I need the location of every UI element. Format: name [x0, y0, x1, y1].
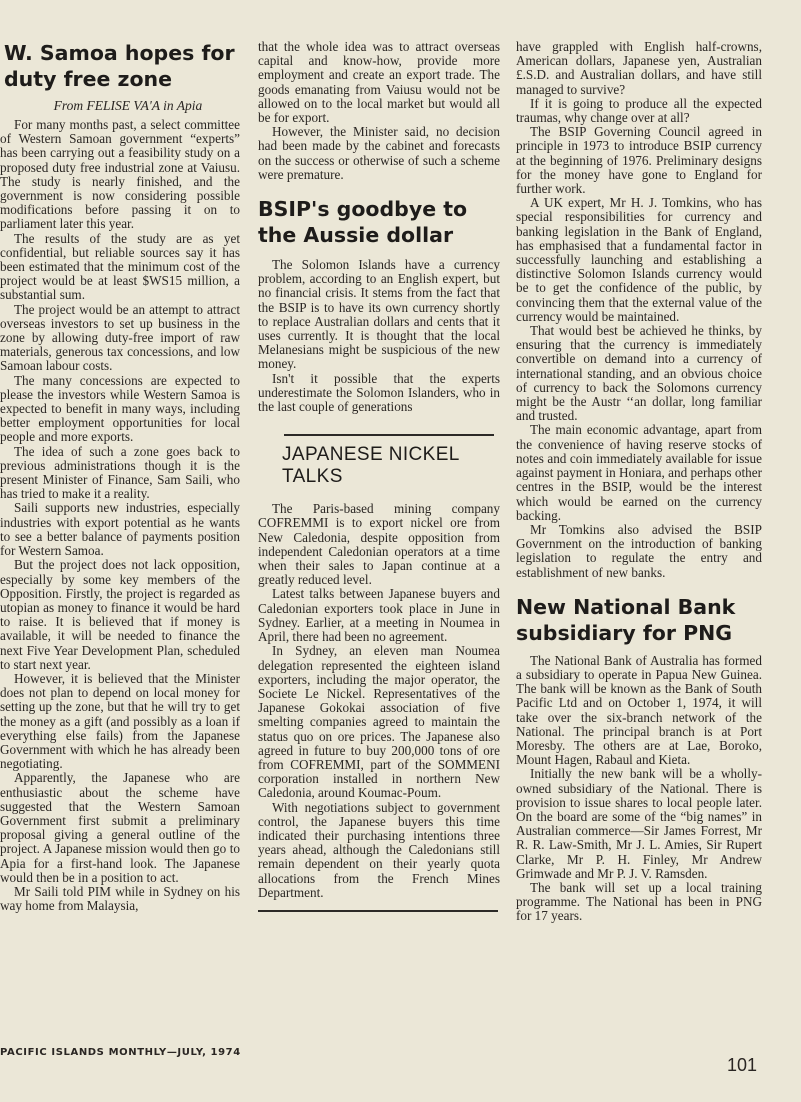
article1-paragraph: The idea of such a zone goes back to previous administrations though it is the present Minister of Finance, Sam Saili, who has tried to make it a reality. — [0, 443, 240, 502]
article1-continuation: However, the Minister said, no decision had been made by the cabinet and forecasts on the success or otherwise of such a scheme were premature. — [258, 124, 500, 182]
page-number: 101 — [727, 1055, 758, 1075]
article3-paragraph: The Paris-based mining company COFREMMI is to export nickel ore from New Caledonia, despite opposition from independent Caledonian operators at a time when their sales to Japan continue at a greatly reduced level. — [258, 501, 500, 588]
article2-continuation: If it is going to produce all the expected traumas, why change over at all? — [516, 95, 762, 126]
article1-paragraph: Saili supports new industries, especially industries with export potential as he wants to see a better balance of payments position for Western Samoa. — [0, 500, 240, 559]
article2-paragraph: Isn't it possible that the experts underestimate the Solomon Islanders, who in the last couple of generations — [258, 370, 500, 415]
article4-headline: New National Bank subsidiary for PNG — [516, 594, 736, 645]
article2-continuation: A UK expert, Mr H. J. Tomkins, who has special responsibilities for currency and banking legislation in the Bank of England, has emphasised that a fundamental factor in successfully launching and establishing a distinctive Solomon Islands currency would be to get the confidence of the public, by convincing them that the external value of the currency would be maintained. — [516, 195, 762, 324]
article1-paragraph: Mr Saili told PIM while in Sydney on his way home from Malaysia, — [0, 883, 240, 914]
article1-paragraph: Apparently, the Japanese who are enthusiastic about the scheme have suggested that the Western Samoan Government first submit a preliminary proposal giving a general outline of the project. A Japanese mission would then go to Apia for a first-hand look. The Japanese would then be in a position to act. — [0, 770, 240, 885]
article3-paragraph: Latest talks between Japanese buyers and Caledonian exporters took place in June in Sydney. Earlier, at a meeting in Noumea in April, there had been no agreement. — [258, 586, 500, 645]
column-3 — [516, 40, 762, 924]
article4-paragraph: The bank will set up a local training programme. The National has been in PNG for 17 years. — [516, 879, 762, 924]
article1-paragraph: The many concessions are expected to please the investors while Western Samoa is expected to benefit in many ways, including better employment opportunities for local people and more exports. — [0, 372, 240, 445]
article1-paragraph: But the project does not lack opposition, especially by some key members of the Opposition. Firstly, the project is regarded as utopian as money to finance it would be hard to raise. It is believed that if money is available, it will be needed to finance the next Five Year Development Plan, scheduled to start next year. — [0, 557, 240, 672]
article3-paragraph: In Sydney, an eleven man Noumea delegation represented the eighteen island exporters, including the major operator, the Societe Le Nickel. Representatives of the Japanese Gokokai association of five smelting companies agreed to maintain the status quo on ore prices. The Japanese also agreed in future to buy 200,000 tons of ore from COFREMMI, part of the SOMMENI corporation installed in northern New Caledonia, around Koumac-Poum. — [258, 643, 500, 801]
article4-paragraph: The National Bank of Australia has formed a subsidiary to operate in Papua New Guinea. The bank will be known as the Bank of South Pacific Ltd and on October 1, 1974, it will take over the six-branch network of the National. The principal branch is at Port Moresby. The others are at Lae, Boroko, Mount Hagen, Rabaul and Kieta. — [516, 652, 762, 768]
article2-continuation: Mr Tomkins also advised the BSIP Government on the introduction of banking legislation to regulate the entry and establishment of new banks. — [516, 521, 762, 580]
column-1 — [0, 40, 240, 913]
article1-paragraph: For many months past, a select committee of Western Samoan government “experts” has been carrying out a feasibility study on a proposed duty free industrial zone at Vaiusu. The study is nearly finished, and the government is now considering possible modifications before passing it on to parliament later this year. — [0, 117, 240, 232]
article2-continuation: The BSIP Governing Council agreed in principle in 1973 to introduce BSIP currency at the beginning of 1976. Preliminary designs for the money have gone to England for further work. — [516, 124, 762, 197]
article1-continuation: that the whole idea was to attract overseas capital and know-how, provide more employment and create an export trade. The goods emanating from Vaiusu would not be allowed on to the local market but would all be for export. — [258, 39, 500, 126]
publication-footer: PACIFIC ISLANDS MONTHLY—JULY, 1974 — [0, 1047, 241, 1058]
column-2 — [258, 40, 500, 912]
article1-headline: W. Samoa hopes for duty free zone — [4, 41, 235, 91]
article1-paragraph: The results of the study are as yet confidential, but reliable sources say it has been estimated that the minimum cost of the project would be at least $WS15 million, a substantial sum. — [0, 230, 240, 303]
article1-paragraph: However, it is believed that the Minister does not plan to depend on local money for setting up the zone, but that he will try to get the money as a gift (and possibly as a loan if everything else fails) from the Japanese Government with which he has already been negotiating. — [0, 670, 240, 772]
article2-paragraph: The Solomon Islands have a currency problem, according to an English expert, but no financial crisis. It stems from the fact that the BSIP is to have its own currency shortly to replace Australian dollars and cents that it uses currently. It is thought that the local Melanesians might be suspicious of the new money. — [258, 257, 500, 372]
article1-paragraph: The project would be an attempt to attract overseas investors to set up business in the zone by allowing duty-free import of raw materials, generous tax concessions, and low Samoan labour costs. — [0, 301, 240, 374]
article2-continuation: The main economic advantage, apart from the convenience of having reserve stocks of notes and coin immediately available for issue against payment in Honiara, and perhaps other centres in the BSIP, would be the interest which would be earned on the currency backing. — [516, 422, 762, 523]
article2-headline: BSIP's goodbye to the Aussie dollar — [258, 197, 468, 248]
section-divider — [284, 434, 494, 436]
article1-byline: From FELISE VA'A in Apia — [53, 98, 203, 113]
article2-continuation: That would best be achieved he thinks, by ensuring that the currency is immediately convertible on demand into a currency of international standing, and an obvious choice of currency to back the Solomons currency might be the Austr ‘‘an dollar, long familiar and trusted. — [516, 323, 762, 424]
section-divider — [258, 910, 498, 912]
article3-paragraph: With negotiations subject to government control, the Japanese buyers this time indicated their purchasing intentions three years ahead, although the Caledonians still remain dependent on their yearly quota allocations from the French Mines Department. — [258, 799, 500, 900]
article2-continuation: have grappled with English half-crowns, American dollars, Japanese yen, Australian £.S.D. and Australian dollars, and have still managed to survive? — [516, 39, 762, 97]
article3-headline: JAPANESE NICKEL TALKS — [282, 444, 460, 488]
article4-paragraph: Initially the new bank will be a wholly-owned subsidiary of the National. There is provision to issue shares to local people later. On the board are some of the “big names” in Australian commerce—Sir James Forrest, Mr R. R. Law-Smith, Mr J. L. Amies, Sir Rupert Clarke, Mr P. H. Finley, Mr Andrew Grimwade and Mr P. J. V. Ramsden. — [516, 766, 762, 881]
